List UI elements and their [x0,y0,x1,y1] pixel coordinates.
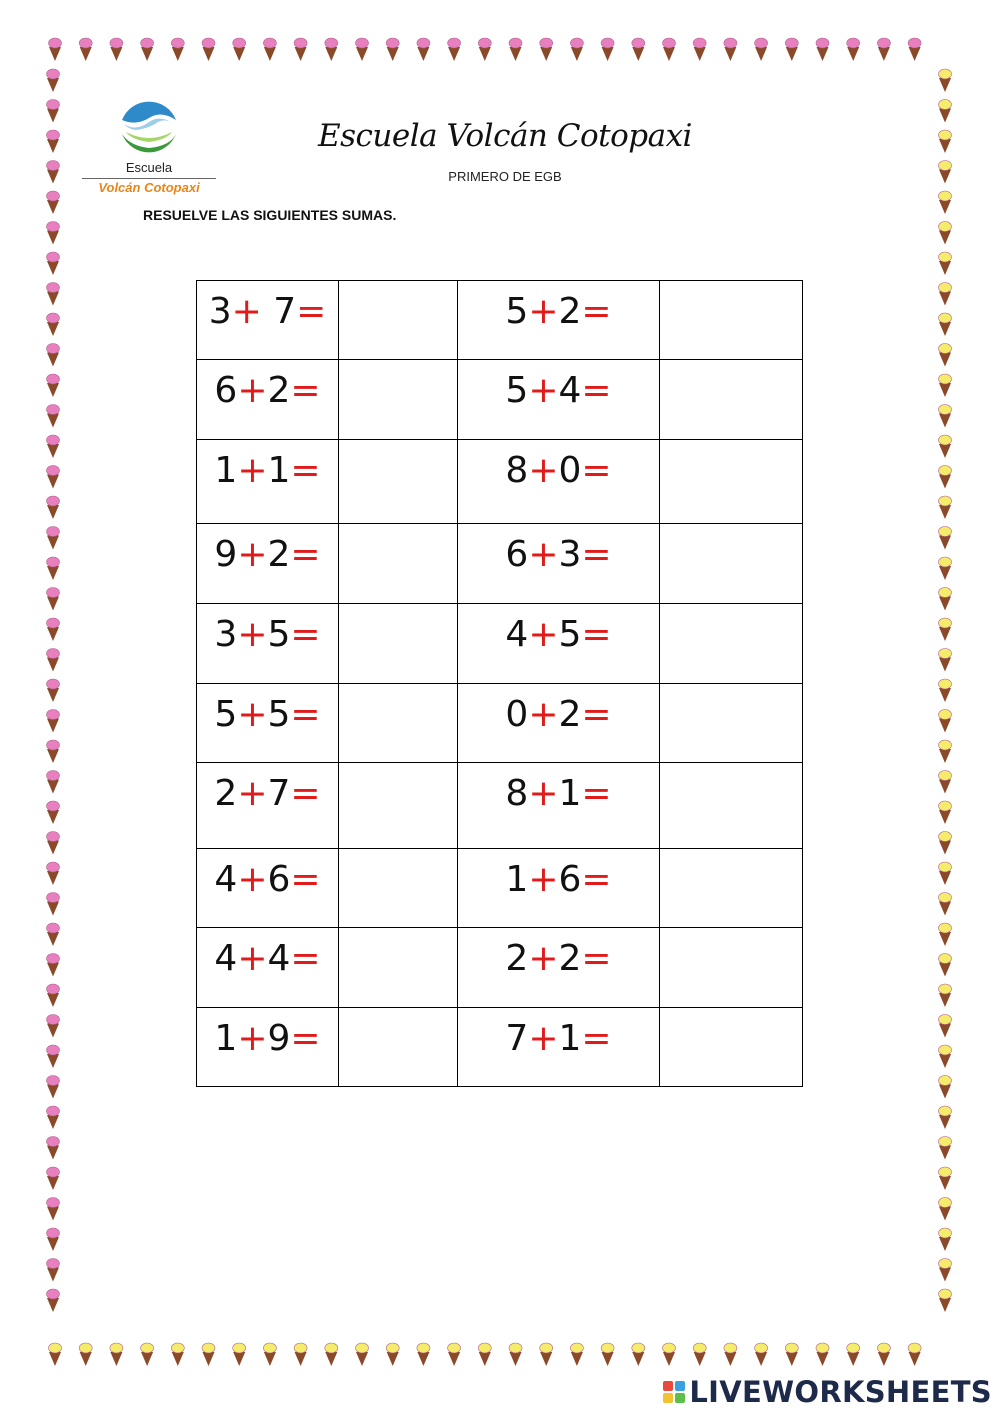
ice-cream-cone-icon [110,38,123,61]
school-logo [78,98,220,198]
sum-second-number: 7 [261,291,297,332]
ice-cream-cone-icon [908,1343,921,1366]
sum-expression-left [197,360,339,440]
ice-cream-cone-icon [47,1259,60,1282]
answer-cell-left[interactable] [339,684,458,763]
sum-equals-sign: = [581,534,612,575]
ice-cream-cone-icon [448,38,461,61]
ice-cream-cone-icon [939,252,952,275]
sum-plus-sign: + [237,773,268,814]
ice-cream-cone-icon [540,1343,553,1366]
instruction-text: RESUELVE LAS SIGUIENTES SUMAS. [143,207,397,223]
ice-cream-cone-icon [47,801,60,824]
sum-row [197,849,803,928]
ice-cream-cone-icon [939,435,952,458]
ice-cream-cone-icon [47,588,60,611]
sum-first-number: 4 [214,859,238,900]
sum-plus-sign: + [237,938,268,979]
sum-first-number: 1 [214,1018,238,1059]
sum-plus-sign: + [237,534,268,575]
ice-cream-cone-icon [847,1343,860,1366]
ice-cream-cone-icon [663,38,676,61]
ice-cream-cone-icon [47,435,60,458]
sum-plus-sign: + [237,450,268,491]
ice-cream-cone-icon [386,1343,399,1366]
sum-expression-right [458,849,660,928]
sum-second-number: 6 [267,859,291,900]
sum-first-number: 8 [505,773,529,814]
ice-cream-cone-icon [939,1076,952,1099]
answer-cell-left[interactable] [339,849,458,928]
sum-second-number: 1 [558,1018,582,1059]
ice-cream-cone-icon [939,954,952,977]
ice-cream-cone-icon [47,405,60,428]
sum-equals-sign: = [290,694,321,735]
sum-first-number: 5 [505,291,529,332]
ice-cream-cone-icon [47,679,60,702]
ice-cream-cone-icon [47,130,60,153]
ice-cream-cone-icon [939,1137,952,1160]
ice-cream-cone-icon [47,618,60,641]
sum-second-number: 5 [558,614,582,655]
ice-cream-cone-icon [356,1343,369,1366]
ice-cream-cone-icon [785,1343,798,1366]
ice-cream-cone-icon [939,1045,952,1068]
sum-expression-left [197,684,339,763]
ice-cream-cone-icon [908,38,921,61]
answer-cell-left[interactable] [339,928,458,1008]
sum-expression-left [197,1008,339,1087]
ice-cream-cone-icon [816,38,829,61]
sum-second-number: 1 [267,450,291,491]
answer-cell-right[interactable] [660,849,803,928]
ice-cream-cone-icon [79,38,92,61]
ice-cream-cone-icon [939,313,952,336]
ice-cream-cone-icon [877,1343,890,1366]
sum-plus-sign: + [528,859,559,900]
sum-first-number: 8 [505,450,529,491]
ice-cream-cone-icon [939,862,952,885]
sum-row [197,1008,803,1087]
ice-cream-cone-icon [47,222,60,245]
ice-cream-cone-icon [47,252,60,275]
sum-equals-sign: = [581,938,612,979]
ice-cream-cone-icon [417,38,430,61]
sum-first-number: 9 [214,534,238,575]
ice-cream-cone-icon [724,1343,737,1366]
sum-plus-sign: + [528,1018,559,1059]
sum-expression-right [458,763,660,849]
ice-cream-cone-icon [263,1343,276,1366]
sum-first-number: 2 [505,938,529,979]
sum-expression-left [197,281,339,360]
ice-cream-cone-icon [47,1015,60,1038]
sum-equals-sign: = [296,291,327,332]
ice-cream-cone-icon [386,38,399,61]
sum-equals-sign: = [581,291,612,332]
ice-cream-cone-icon [939,771,952,794]
sum-equals-sign: = [581,859,612,900]
ice-cream-cone-icon [478,1343,491,1366]
ice-cream-cone-icon [755,38,768,61]
ice-cream-cone-icon [141,38,154,61]
ice-cream-cone-icon [141,1343,154,1366]
sum-equals-sign: = [581,694,612,735]
sum-equals-sign: = [581,1018,612,1059]
sum-row [197,524,803,604]
ice-cream-cone-icon [47,374,60,397]
ice-cream-cone-icon [847,38,860,61]
ice-cream-cone-icon [47,1289,60,1312]
sum-first-number: 4 [214,938,238,979]
ice-cream-cone-icon [47,1045,60,1068]
ice-cream-cone-icon [49,38,62,61]
sum-plus-sign: + [237,1018,268,1059]
ice-cream-cone-icon [47,1076,60,1099]
ice-cream-cone-icon [171,1343,184,1366]
sum-expression-right [458,684,660,763]
ice-cream-cone-icon [939,161,952,184]
sum-expression-right [458,440,660,524]
volcano-logo-icon [116,98,182,160]
sum-plus-sign: + [237,859,268,900]
sum-second-number: 4 [267,938,291,979]
ice-cream-cone-icon [939,527,952,550]
sum-second-number: 3 [558,534,582,575]
ice-cream-cone-icon [939,405,952,428]
sum-second-number: 4 [558,370,582,411]
sum-equals-sign: = [581,450,612,491]
answer-cell-right[interactable] [660,928,803,1008]
sum-equals-sign: = [290,1018,321,1059]
sum-row [197,763,803,849]
ice-cream-cone-icon [47,161,60,184]
sum-plus-sign: + [528,450,559,491]
sum-equals-sign: = [290,938,321,979]
ice-cream-cone-icon [47,1228,60,1251]
answer-cell-left[interactable] [339,1008,458,1087]
sum-first-number: 6 [505,534,529,575]
ice-cream-cone-icon [49,1343,62,1366]
ice-cream-cone-icon [632,38,645,61]
answer-cell-left[interactable] [339,763,458,849]
ice-cream-cone-icon [939,1015,952,1038]
ice-cream-cone-icon [47,832,60,855]
ice-cream-cone-icon [816,1343,829,1366]
ice-cream-cone-icon [110,1343,123,1366]
logo-divider [82,178,216,179]
answer-cell-right[interactable] [660,524,803,604]
liveworksheets-logo-icon [663,1381,685,1403]
sum-equals-sign: = [581,370,612,411]
sum-row [197,360,803,440]
sum-equals-sign: = [581,773,612,814]
ice-cream-cone-icon [171,38,184,61]
sum-equals-sign: = [290,859,321,900]
ice-cream-cone-icon [939,557,952,580]
sum-plus-sign: + [528,694,559,735]
ice-cream-cone-icon [939,374,952,397]
sum-second-number: 2 [267,370,291,411]
ice-cream-cone-icon [325,1343,338,1366]
answer-cell-left[interactable] [339,440,458,524]
ice-cream-cone-icon [47,984,60,1007]
ice-cream-cone-icon [417,1343,430,1366]
logo-text-top: Escuela [125,160,173,175]
sum-plus-sign: + [237,614,268,655]
ice-cream-cone-icon [939,923,952,946]
sum-second-number: 1 [558,773,582,814]
ice-cream-cone-icon [939,984,952,1007]
ice-cream-cone-icon [47,466,60,489]
sum-expression-right [458,1008,660,1087]
ice-cream-cone-icon [939,740,952,763]
ice-cream-cone-icon [939,1228,952,1251]
ice-cream-cone-icon [939,679,952,702]
ice-cream-cone-icon [47,1198,60,1221]
sum-equals-sign: = [290,534,321,575]
ice-cream-cone-icon [601,38,614,61]
school-name: Escuela Volcán Cotopaxi [318,118,692,154]
sum-expression-right [458,360,660,440]
sum-second-number: 2 [558,694,582,735]
ice-cream-cone-icon [939,1259,952,1282]
sum-first-number: 5 [505,370,529,411]
ice-cream-cone-icon [509,38,522,61]
sum-expression-left [197,928,339,1008]
sum-row [197,928,803,1008]
sum-equals-sign: = [581,614,612,655]
ice-cream-cone-icon [478,38,491,61]
sum-equals-sign: = [290,370,321,411]
ice-cream-cone-icon [939,222,952,245]
ice-cream-cone-icon [939,100,952,123]
ice-cream-cone-icon [47,862,60,885]
sum-row [197,281,803,360]
sum-second-number: 2 [558,291,582,332]
sum-plus-sign: + [528,614,559,655]
ice-cream-cone-icon [47,710,60,733]
ice-cream-cone-icon [939,130,952,153]
sum-equals-sign: = [290,614,321,655]
ice-cream-cone-icon [939,832,952,855]
ice-cream-cone-icon [233,1343,246,1366]
ice-cream-cone-icon [939,893,952,916]
sum-expression-left [197,440,339,524]
sum-expression-left [197,849,339,928]
ice-cream-cone-icon [877,38,890,61]
sum-second-number: 7 [267,773,291,814]
ice-cream-cone-icon [570,1343,583,1366]
sum-first-number: 0 [505,694,529,735]
sum-second-number: 9 [267,1018,291,1059]
ice-cream-cone-icon [939,1106,952,1129]
sum-plus-sign: + [528,370,559,411]
ice-cream-cone-icon [47,557,60,580]
ice-cream-cone-icon [47,893,60,916]
sum-first-number: 5 [214,694,238,735]
answer-cell-left[interactable] [339,524,458,604]
logo-text-bottom: Volcán Cotopaxi [98,180,200,195]
sum-first-number: 6 [214,370,238,411]
sum-first-number: 1 [505,859,529,900]
ice-cream-cone-icon [263,38,276,61]
ice-cream-cone-icon [540,38,553,61]
ice-cream-cone-icon [939,618,952,641]
ice-cream-cone-icon [79,1343,92,1366]
sum-equals-sign: = [290,450,321,491]
ice-cream-cone-icon [939,466,952,489]
ice-cream-cone-icon [448,1343,461,1366]
sum-expression-right [458,524,660,604]
ice-cream-cone-icon [47,923,60,946]
sum-plus-sign: + [237,694,268,735]
sum-expression-left [197,524,339,604]
watermark-text: LIVEWORKSHEETS [689,1375,992,1409]
sum-expression-left [197,763,339,849]
sum-plus-sign: + [231,291,262,332]
sum-row [197,440,803,524]
sum-plus-sign: + [237,370,268,411]
sum-equals-sign: = [290,773,321,814]
sum-plus-sign: + [528,773,559,814]
ice-cream-cone-icon [939,588,952,611]
sum-second-number: 5 [267,614,291,655]
ice-cream-cone-icon [47,1167,60,1190]
sum-second-number: 6 [558,859,582,900]
ice-cream-cone-icon [233,38,246,61]
sum-expression-right [458,928,660,1008]
ice-cream-cone-icon [724,38,737,61]
ice-cream-cone-icon [47,740,60,763]
answer-cell-left[interactable] [339,604,458,684]
ice-cream-cone-icon [939,69,952,92]
answer-cell-right[interactable] [660,763,803,849]
sum-plus-sign: + [528,291,559,332]
ice-cream-cone-icon [294,38,307,61]
ice-cream-cone-icon [294,1343,307,1366]
ice-cream-cone-icon [939,710,952,733]
ice-cream-cone-icon [601,1343,614,1366]
sum-expression-left [197,604,339,684]
ice-cream-cone-icon [939,496,952,519]
answer-cell-right[interactable] [660,360,803,440]
ice-cream-cone-icon [570,38,583,61]
sum-first-number: 3 [208,291,232,332]
ice-cream-cone-icon [939,344,952,367]
ice-cream-cone-icon [47,344,60,367]
ice-cream-cone-icon [325,38,338,61]
ice-cream-cone-icon [509,1343,522,1366]
sum-plus-sign: + [528,534,559,575]
ice-cream-cone-icon [47,69,60,92]
ice-cream-cone-icon [632,1343,645,1366]
ice-cream-cone-icon [47,1137,60,1160]
ice-cream-cone-icon [202,1343,215,1366]
sum-first-number: 2 [214,773,238,814]
answer-cell-right[interactable] [660,1008,803,1087]
ice-cream-cone-icon [47,954,60,977]
sums-table [196,280,803,1087]
ice-cream-cone-icon [47,283,60,306]
answer-cell-right[interactable] [660,440,803,524]
ice-cream-cone-icon [47,1106,60,1129]
answer-cell-right[interactable] [660,604,803,684]
sum-expression-right [458,281,660,360]
sum-second-number: 2 [558,938,582,979]
sum-first-number: 3 [214,614,238,655]
sum-row [197,604,803,684]
answer-cell-left[interactable] [339,281,458,360]
ice-cream-cone-icon [939,1167,952,1190]
sum-expression-right [458,604,660,684]
sum-second-number: 2 [267,534,291,575]
sum-second-number: 5 [267,694,291,735]
answer-cell-right[interactable] [660,684,803,763]
sum-second-number: 0 [558,450,582,491]
ice-cream-cone-icon [47,649,60,672]
ice-cream-cone-icon [939,1289,952,1312]
sum-first-number: 1 [214,450,238,491]
ice-cream-cone-icon [663,1343,676,1366]
ice-cream-cone-icon [47,191,60,214]
ice-cream-cone-icon [47,771,60,794]
ice-cream-cone-icon [47,496,60,519]
liveworksheets-watermark [663,1375,992,1409]
ice-cream-cone-icon [693,1343,706,1366]
ice-cream-cone-icon [939,1198,952,1221]
ice-cream-cone-icon [785,38,798,61]
sum-first-number: 4 [505,614,529,655]
ice-cream-cone-icon [47,527,60,550]
ice-cream-cone-icon [356,38,369,61]
answer-cell-left[interactable] [339,360,458,440]
ice-cream-cone-icon [939,649,952,672]
ice-cream-cone-icon [755,1343,768,1366]
ice-cream-cone-icon [47,100,60,123]
sum-row [197,684,803,763]
ice-cream-cone-icon [939,283,952,306]
sum-plus-sign: + [528,938,559,979]
ice-cream-cone-icon [939,191,952,214]
ice-cream-cone-icon [939,801,952,824]
grade-label: PRIMERO DE EGB [448,169,562,184]
ice-cream-cone-icon [693,38,706,61]
ice-cream-cone-icon [47,313,60,336]
ice-cream-cone-icon [202,38,215,61]
sum-first-number: 7 [505,1018,529,1059]
answer-cell-right[interactable] [660,281,803,360]
